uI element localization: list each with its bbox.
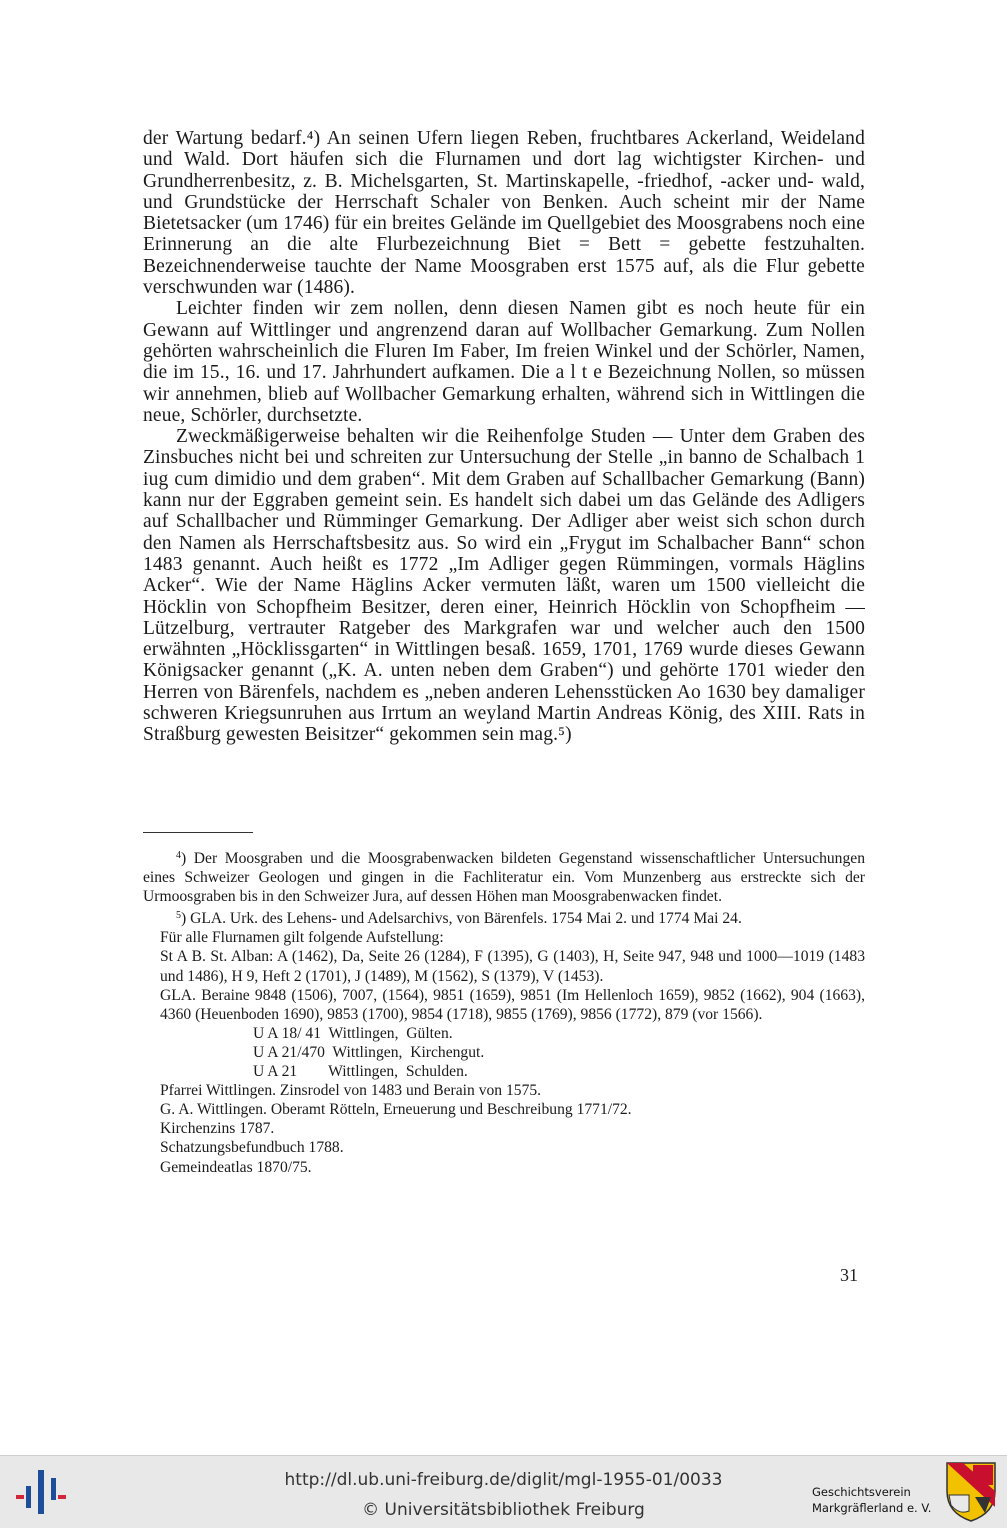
source-st-alban: St A B. St. Alban: A (1462), Da, Seite 26 (1284), F (1395), G (1403), H, Seite 947, 948 und 1000—1019 (1483 und 1486), H 9, Heft 2 (1701), J (1489), M (1562), S (1379), V (1453).	[160, 948, 865, 985]
society-line-1: Geschichtsverein	[812, 1485, 911, 1499]
footnote-mark: 5	[176, 910, 181, 922]
source-ua-1: U A 18/ 41 Wittlingen, Gülten.	[253, 1024, 453, 1042]
copyright-notice: © Universitätsbibliothek Freiburg	[362, 1500, 645, 1520]
source-pfarrei: Pfarrei Wittlingen. Zinsrodel von 1483 und Berain von 1575.	[160, 1082, 542, 1100]
source-ua-2: U A 21/470 Wittlingen, Kirchengut.	[253, 1043, 485, 1061]
source-schatzung: Schatzungsbefundbuch 1788.	[160, 1139, 344, 1157]
coat-of-arms-icon[interactable]	[945, 1461, 997, 1523]
footnote-5	[143, 906, 865, 928]
page-number: 31	[840, 1265, 858, 1285]
source-kirchenzins: Kirchenzins 1787.	[160, 1120, 275, 1138]
footnote-text: ) GLA. Urk. des Lehens- und Adelsarchivs, von Bärenfels. 1754 Mai 2. und 1774 Mai 24.	[181, 910, 742, 928]
document-url-link[interactable]: http://dl.ub.uni-freiburg.de/diglit/mgl-1955-01/0033	[284, 1470, 723, 1490]
paragraph-2: Leichter finden wir zem nollen, denn diesen Namen gibt es noch heute für ein Gewann auf Wittlinger und angrenzend daran auf Wollbacher Gemarkung. Zum Nollen gehörten wahrscheinlich die Fluren Im Faber, Im freien Winkel und der Schörler, Namen, die im 15., 16. und 17. Jahrhundert aufkamen. Die a l t e Bezeichnung Nollen, so müssen wir annehmen, blieb auf Wollbacher Gemarkung erhalten, während sich in Wittlingen die neue, Schörler, durchsetzte.	[143, 298, 865, 426]
society-line-2: Markgräflerland e. V.	[812, 1501, 932, 1515]
sources-intro: Für alle Flurnamen gilt folgende Aufstellung:	[160, 929, 444, 947]
footnote-mark: 4	[176, 850, 181, 861]
paragraph-1: der Wartung bedarf.⁴) An seinen Ufern liegen Reben, fruchtbares Ackerland, Weideland und Wald. Dort häufen sich die Flurnamen und dort lag wichtigster Kirchen- und Grundherrenbesitz, z. B. Michelsgarten, St. Martinskapelle, -friedhof, -acker und- wald, und Grundstücke der Herrschaft Schaler von Benken. Auch scheint mir der Name Bietetsacker (um 1746) für ein breites Gelände im Quellgebiet des Moosgrabens noch eine Erinnerung an die alte Flurbezeichnung Biet = Bett = gebette festzuhalten. Bezeichnenderweise tauchte der Name Moosgraben erst 1575 auf, als die Flur gebette verschwunden war (1486).	[143, 128, 865, 299]
source-ga: G. A. Wittlingen. Oberamt Rötteln, Erneuerung und Beschreibung 1771/72.	[160, 1101, 632, 1119]
source-gla: GLA. Beraine 9848 (1506), 7007, (1564), 9851 (1659), 9851 (Im Hellenloch 1659), 9852 (1662), 904 (1663), 4360 (Heuenboden 1690), 9853 (1700), 9854 (1718), 9855 (1769), 9856 (1772), 879 (vor 1566).	[160, 986, 865, 1023]
society-name[interactable]	[812, 1484, 931, 1516]
body-text	[143, 128, 865, 746]
footnote-separator	[143, 832, 253, 833]
source-ua-3: U A 21 Wittlingen, Schulden.	[253, 1063, 468, 1081]
footer-bar	[0, 1455, 1007, 1528]
footnote-text: ) Der Moosgraben und die Moosgrabenwacken bildeten Gegenstand wissenschaftlicher Untersuchungen eines Schweizer Geologen und gingen in die Fachliteratur ein. Vom Munzenberg aus erstreckte sich der Urmoosgraben bis in den Schweizer Jura, auf dessen Höhen man Moosgrabenwacken findet.	[143, 850, 865, 906]
footnotes	[143, 846, 865, 1177]
paragraph-3: Zweckmäßigerweise behalten wir die Reihenfolge Studen — Unter dem Graben des Zinsbuches nicht bei und schreiten zur Untersuchung der Stelle „in banno de Schalbach 1 iug cum dimidio und dem graben“. Mit dem Graben auf Schallbacher Gemarkung (Bann) kann nur der Eggraben gemeint sein. Es handelt sich dabei um das Gelände des Adligers auf Schallbacher und Rümminger Gemarkung. Der Adliger aber weist sich schon durch den Namen als Herrschaftsbesitz aus. So wird ein „Frygut im Schalbacher Bann“ schon 1483 genannt. Auch heißt es 1772 „Im Adliger gegen Rümmingen, vormals Häglins Acker“. Wie der Name Häglins Acker vermuten läßt, waren um 1500 vielleicht die Höcklin von Schopfheim Besitzer, deren einer, Heinrich Höcklin von Schopfheim — Lützelburg, vertrauter Ratgeber des Markgrafen war und welcher auch den 1500 erwähnten „Höcklissgarten“ in Wittlingen besaß. 1659, 1701, 1769 wurde dieses Gewann Königsacker genannt („K. A. unten neben dem Graben“) und gehörte 1701 wieder den Herren von Bärenfels, nachdem es „neben anderen Lehensstücken Ao 1630 bey damaliger schweren Kriegsunruhen aus Irrtum an weyland Martin Andreas König, des XIII. Rats in Straßburg gewesten Beisitzer“ gekommen sein mag.⁵)	[143, 426, 865, 746]
source-gemeindeatlas: Gemeindeatlas 1870/75.	[160, 1158, 312, 1176]
footnote-4	[143, 846, 865, 906]
